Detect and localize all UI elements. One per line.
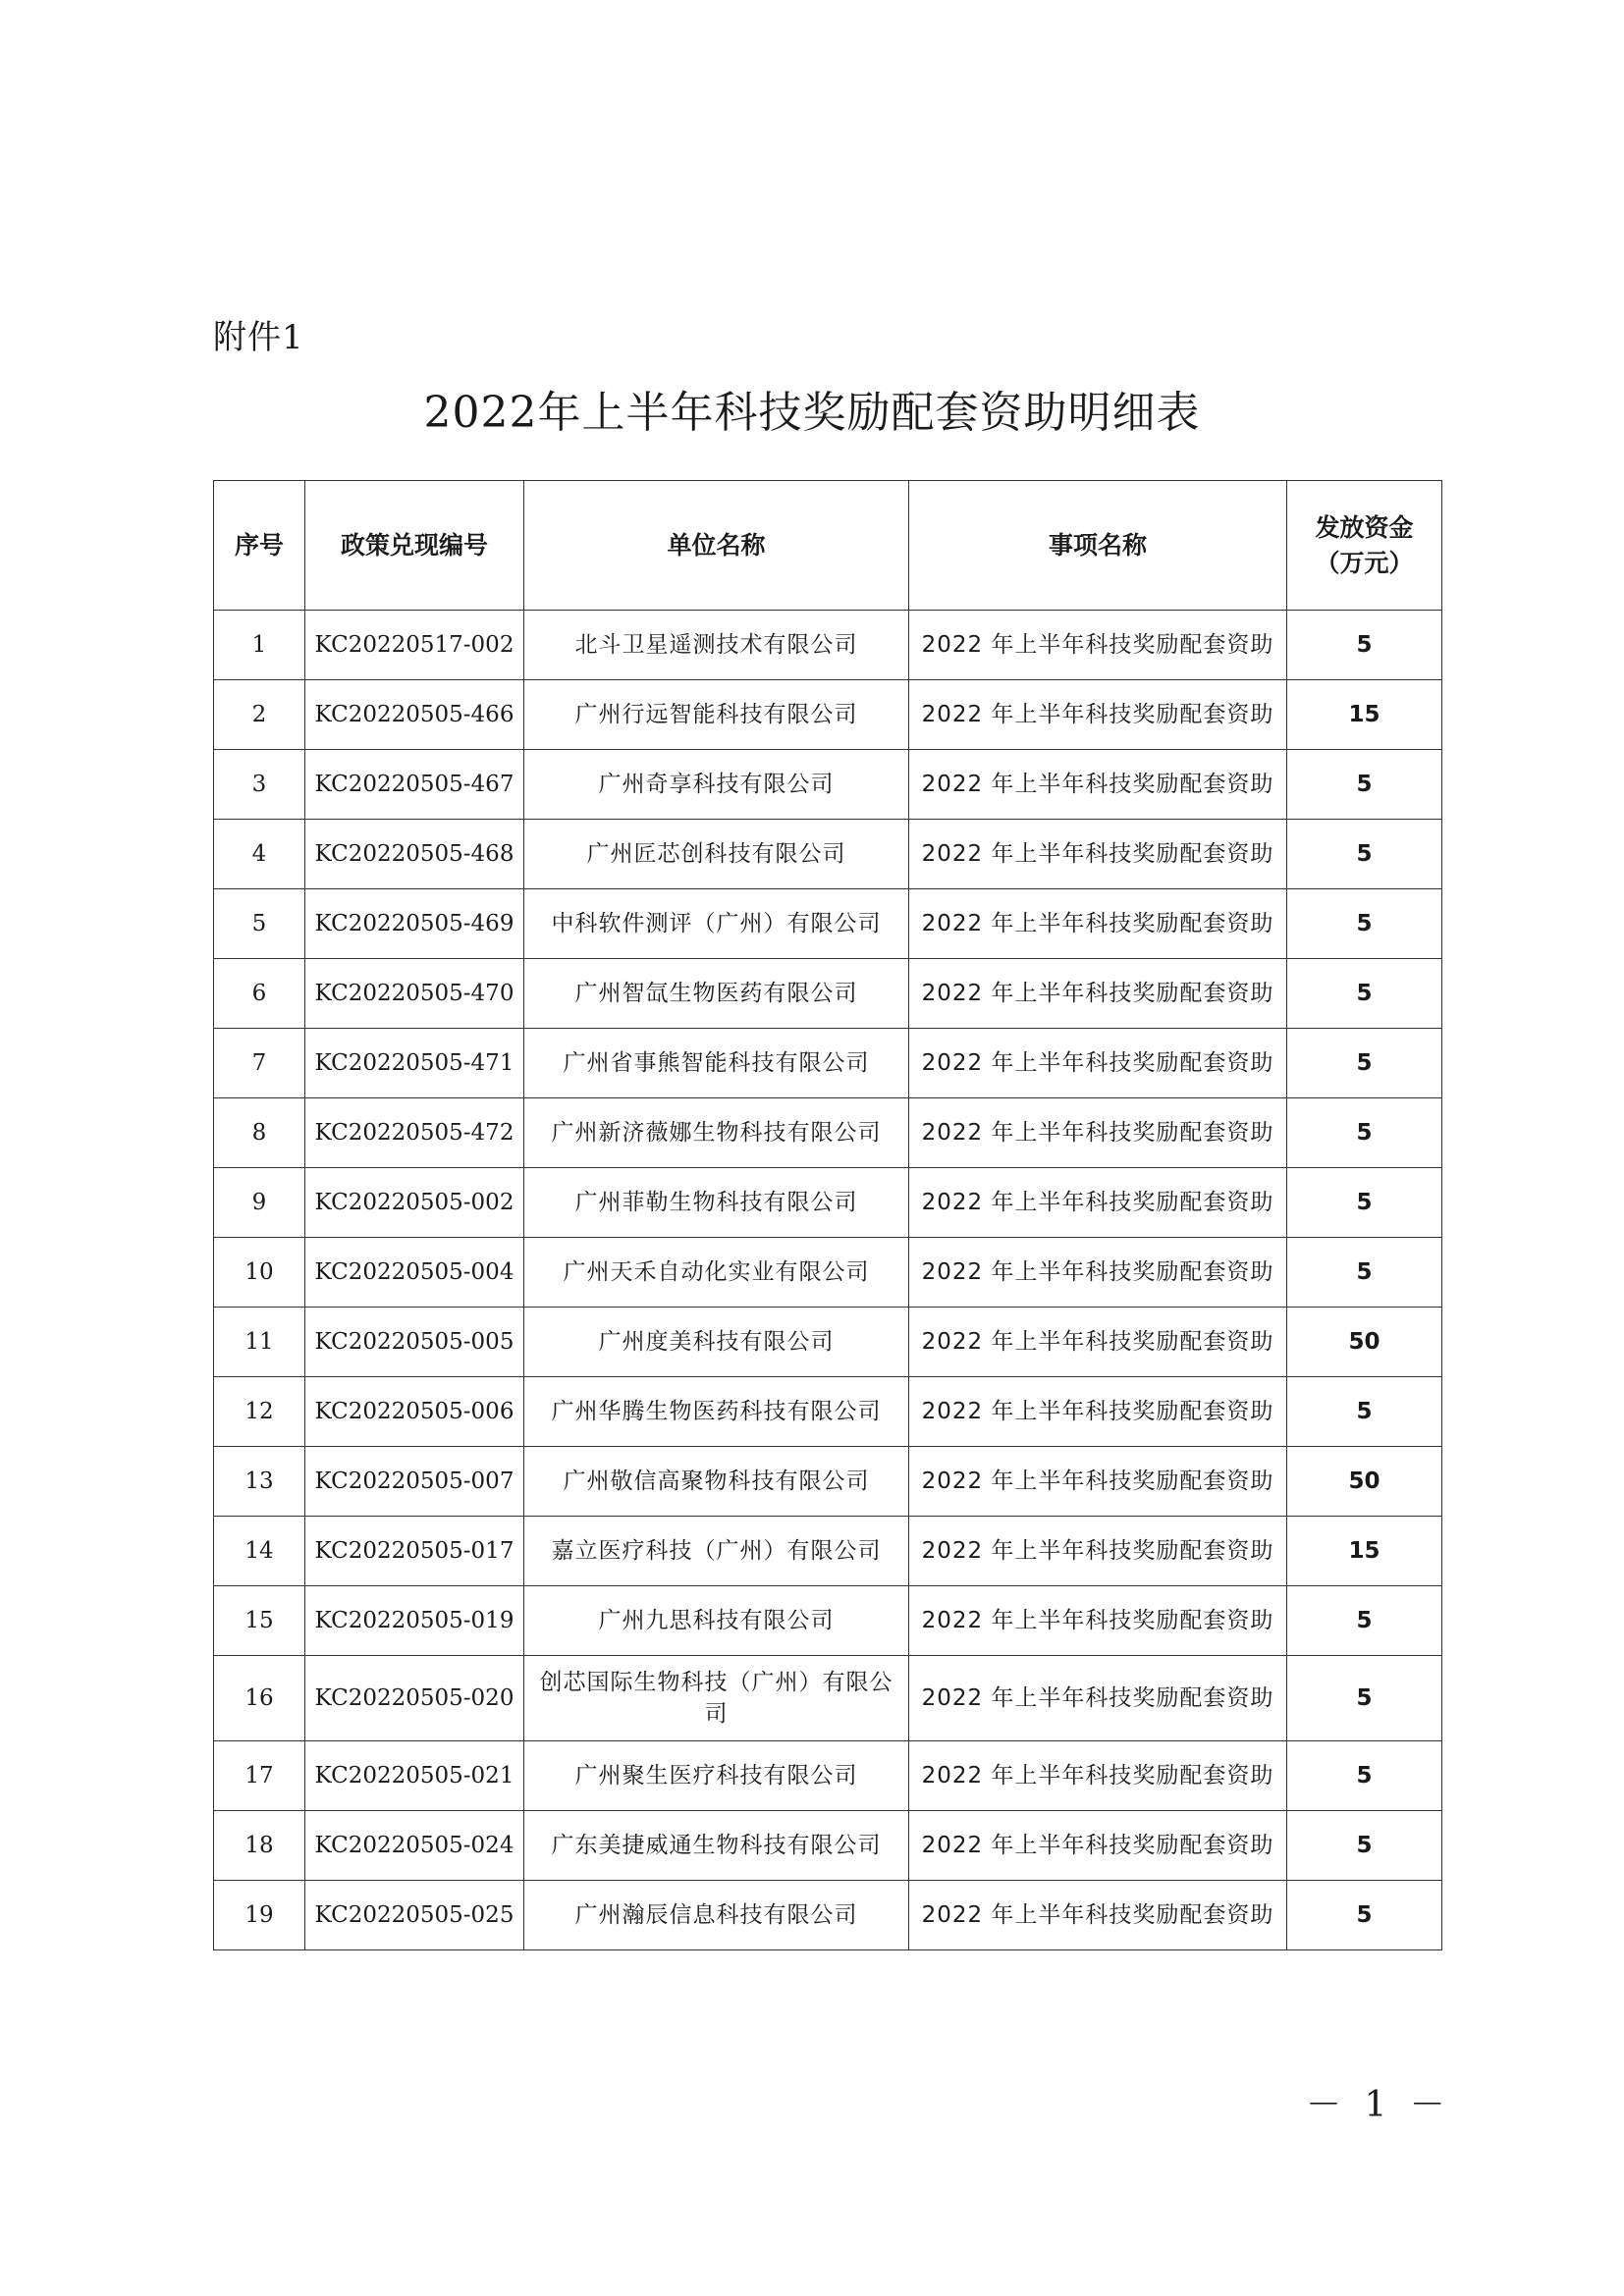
cell-amount: 5	[1287, 820, 1442, 889]
cell-serial-no: 13	[214, 1447, 305, 1517]
cell-item-name: 2022 年上半年科技奖励配套资助	[909, 1811, 1287, 1881]
cell-policy-code: KC20220505-020	[305, 1656, 524, 1741]
header-unit-name: 单位名称	[524, 481, 909, 611]
cell-policy-code: KC20220505-468	[305, 820, 524, 889]
cell-amount: 50	[1287, 1308, 1442, 1377]
cell-amount: 5	[1287, 1377, 1442, 1447]
cell-unit-name: 广州行远智能科技有限公司	[524, 680, 909, 750]
cell-amount: 50	[1287, 1447, 1442, 1517]
table-row	[214, 680, 1442, 750]
cell-item-name: 2022 年上半年科技奖励配套资助	[909, 1377, 1287, 1447]
table-row	[214, 1168, 1442, 1238]
table-row	[214, 1811, 1442, 1881]
cell-item-name: 2022 年上半年科技奖励配套资助	[909, 1168, 1287, 1238]
cell-amount: 5	[1287, 1586, 1442, 1656]
header-amount-line2: （万元）	[1315, 548, 1414, 577]
cell-policy-code: KC20220505-470	[305, 959, 524, 1029]
cell-policy-code: KC20220505-024	[305, 1811, 524, 1881]
cell-item-name: 2022 年上半年科技奖励配套资助	[909, 1098, 1287, 1168]
cell-item-name: 2022 年上半年科技奖励配套资助	[909, 1586, 1287, 1656]
cell-unit-name: 广州智氙生物医药有限公司	[524, 959, 909, 1029]
table-row	[214, 1447, 1442, 1517]
cell-item-name: 2022 年上半年科技奖励配套资助	[909, 1029, 1287, 1098]
cell-item-name: 2022 年上半年科技奖励配套资助	[909, 611, 1287, 680]
table-row	[214, 1238, 1442, 1308]
cell-unit-name: 广州华腾生物医药科技有限公司	[524, 1377, 909, 1447]
cell-amount: 5	[1287, 611, 1442, 680]
header-amount	[1287, 481, 1442, 611]
header-item-name: 事项名称	[909, 481, 1287, 611]
table-row	[214, 959, 1442, 1029]
cell-unit-name: 中科软件测评（广州）有限公司	[524, 889, 909, 959]
table-row	[214, 1029, 1442, 1098]
cell-unit-name: 广州瀚辰信息科技有限公司	[524, 1881, 909, 1950]
cell-unit-name: 广州省事熊智能科技有限公司	[524, 1029, 909, 1098]
cell-serial-no: 11	[214, 1308, 305, 1377]
table-row	[214, 1656, 1442, 1741]
cell-amount: 15	[1287, 1517, 1442, 1586]
cell-amount: 5	[1287, 1168, 1442, 1238]
cell-item-name: 2022 年上半年科技奖励配套资助	[909, 1308, 1287, 1377]
header-row	[214, 481, 1442, 611]
cell-amount: 5	[1287, 1238, 1442, 1308]
cell-unit-name: 广州天禾自动化实业有限公司	[524, 1238, 909, 1308]
cell-item-name: 2022 年上半年科技奖励配套资助	[909, 1656, 1287, 1741]
cell-amount: 5	[1287, 959, 1442, 1029]
cell-policy-code: KC20220505-006	[305, 1377, 524, 1447]
cell-serial-no: 7	[214, 1029, 305, 1098]
cell-policy-code: KC20220505-021	[305, 1741, 524, 1811]
cell-unit-name: 广州新济薇娜生物科技有限公司	[524, 1098, 909, 1168]
table-row	[214, 1517, 1442, 1586]
cell-serial-no: 14	[214, 1517, 305, 1586]
cell-item-name: 2022 年上半年科技奖励配套资助	[909, 1517, 1287, 1586]
table-row	[214, 820, 1442, 889]
table-row	[214, 1098, 1442, 1168]
cell-unit-name: 广州聚生医疗科技有限公司	[524, 1741, 909, 1811]
cell-policy-code: KC20220505-471	[305, 1029, 524, 1098]
cell-policy-code: KC20220505-007	[305, 1447, 524, 1517]
cell-item-name: 2022 年上半年科技奖励配套资助	[909, 1741, 1287, 1811]
cell-item-name: 2022 年上半年科技奖励配套资助	[909, 1447, 1287, 1517]
document-title: 2022年上半年科技奖励配套资助明细表	[423, 388, 1201, 438]
cell-unit-name: 广州敬信高聚物科技有限公司	[524, 1447, 909, 1517]
cell-unit-name: 广州菲勒生物科技有限公司	[524, 1168, 909, 1238]
cell-serial-no: 6	[214, 959, 305, 1029]
cell-policy-code: KC20220505-467	[305, 750, 524, 820]
cell-policy-code: KC20220505-004	[305, 1238, 524, 1308]
cell-amount: 5	[1287, 1881, 1442, 1950]
table-row	[214, 1586, 1442, 1656]
cell-serial-no: 17	[214, 1741, 305, 1811]
cell-policy-code: KC20220505-466	[305, 680, 524, 750]
cell-policy-code: KC20220505-469	[305, 889, 524, 959]
table-row	[214, 1741, 1442, 1811]
funding-detail-table	[213, 480, 1442, 1950]
table-row	[214, 750, 1442, 820]
cell-policy-code: KC20220505-002	[305, 1168, 524, 1238]
cell-serial-no: 18	[214, 1811, 305, 1881]
cell-policy-code: KC20220517-002	[305, 611, 524, 680]
table-header	[214, 481, 1442, 611]
cell-item-name: 2022 年上半年科技奖励配套资助	[909, 820, 1287, 889]
cell-amount: 5	[1287, 1741, 1442, 1811]
cell-unit-name: 广州奇享科技有限公司	[524, 750, 909, 820]
cell-serial-no: 15	[214, 1586, 305, 1656]
cell-unit-name: 广州匠芯创科技有限公司	[524, 820, 909, 889]
cell-serial-no: 5	[214, 889, 305, 959]
cell-serial-no: 1	[214, 611, 305, 680]
table-row	[214, 1377, 1442, 1447]
cell-unit-name: 嘉立医疗科技（广州）有限公司	[524, 1517, 909, 1586]
table-body	[214, 611, 1442, 1950]
cell-unit-name: 创芯国际生物科技（广州）有限公司	[524, 1656, 909, 1741]
table-row	[214, 889, 1442, 959]
cell-item-name: 2022 年上半年科技奖励配套资助	[909, 1238, 1287, 1308]
table-row	[214, 611, 1442, 680]
cell-unit-name: 广州九思科技有限公司	[524, 1586, 909, 1656]
cell-unit-name: 北斗卫星遥测技术有限公司	[524, 611, 909, 680]
cell-amount: 5	[1287, 750, 1442, 820]
header-policy-code: 政策兑现编号	[305, 481, 524, 611]
cell-item-name: 2022 年上半年科技奖励配套资助	[909, 959, 1287, 1029]
cell-amount: 5	[1287, 1656, 1442, 1741]
table-row	[214, 1881, 1442, 1950]
cell-item-name: 2022 年上半年科技奖励配套资助	[909, 1881, 1287, 1950]
cell-amount: 5	[1287, 1029, 1442, 1098]
cell-policy-code: KC20220505-005	[305, 1308, 524, 1377]
cell-serial-no: 10	[214, 1238, 305, 1308]
cell-policy-code: KC20220505-472	[305, 1098, 524, 1168]
cell-unit-name: 广州度美科技有限公司	[524, 1308, 909, 1377]
header-serial-no: 序号	[214, 481, 305, 611]
cell-item-name: 2022 年上半年科技奖励配套资助	[909, 889, 1287, 959]
cell-amount: 5	[1287, 889, 1442, 959]
cell-amount: 15	[1287, 680, 1442, 750]
table-row	[214, 1308, 1442, 1377]
cell-serial-no: 3	[214, 750, 305, 820]
cell-policy-code: KC20220505-025	[305, 1881, 524, 1950]
cell-serial-no: 8	[214, 1098, 305, 1168]
page-number: － 1 －	[1306, 2085, 1451, 2125]
cell-serial-no: 16	[214, 1656, 305, 1741]
cell-amount: 5	[1287, 1811, 1442, 1881]
cell-serial-no: 19	[214, 1881, 305, 1950]
cell-unit-name: 广东美捷威通生物科技有限公司	[524, 1811, 909, 1881]
cell-amount: 5	[1287, 1098, 1442, 1168]
cell-item-name: 2022 年上半年科技奖励配套资助	[909, 750, 1287, 820]
cell-serial-no: 4	[214, 820, 305, 889]
header-amount-line1: 发放资金	[1315, 512, 1414, 542]
cell-serial-no: 9	[214, 1168, 305, 1238]
cell-serial-no: 12	[214, 1377, 305, 1447]
cell-policy-code: KC20220505-017	[305, 1517, 524, 1586]
cell-item-name: 2022 年上半年科技奖励配套资助	[909, 680, 1287, 750]
attachment-label: 附件1	[213, 318, 304, 357]
cell-policy-code: KC20220505-019	[305, 1586, 524, 1656]
cell-serial-no: 2	[214, 680, 305, 750]
